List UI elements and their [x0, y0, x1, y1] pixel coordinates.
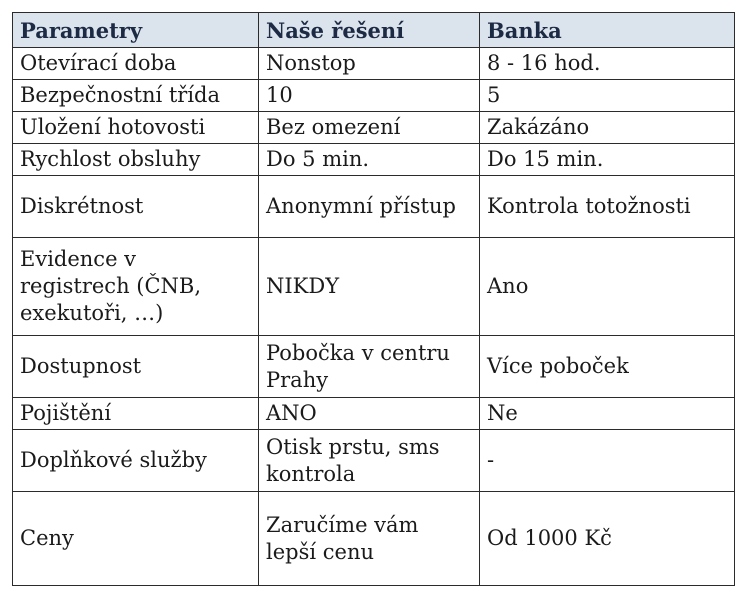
our-value: 10	[259, 80, 480, 112]
header-our-solution: Naše řešení	[259, 13, 480, 48]
our-value: NIKDY	[259, 238, 480, 336]
row-label: Pojištění	[13, 398, 259, 430]
table-row	[13, 144, 735, 176]
our-value: Otisk prstu, sms kontrola	[259, 430, 480, 492]
row-label: Rychlost obsluhy	[13, 144, 259, 176]
table-row	[13, 112, 735, 144]
our-value: Anonymní přístup	[259, 176, 480, 238]
row-label: Bezpečnostní třída	[13, 80, 259, 112]
table-row	[13, 176, 735, 238]
bank-value: Zakázáno	[480, 112, 735, 144]
our-value: Zaručíme vám lepší cenu	[259, 492, 480, 586]
row-label: Ceny	[13, 492, 259, 586]
header-parameters: Parametry	[13, 13, 259, 48]
our-value: Do 5 min.	[259, 144, 480, 176]
bank-value: Kontrola totožnosti	[480, 176, 735, 238]
row-label: Otevírací doba	[13, 48, 259, 80]
our-value: Nonstop	[259, 48, 480, 80]
table-row	[13, 238, 735, 336]
table-row	[13, 398, 735, 430]
row-label: Diskrétnost	[13, 176, 259, 238]
bank-value: 5	[480, 80, 735, 112]
bank-value: Do 15 min.	[480, 144, 735, 176]
row-label: Doplňkové služby	[13, 430, 259, 492]
table-header	[13, 13, 735, 48]
table-row	[13, 80, 735, 112]
our-value: Pobočka v centru Prahy	[259, 336, 480, 398]
bank-value: Ano	[480, 238, 735, 336]
bank-value: Od 1000 Kč	[480, 492, 735, 586]
comparison-table	[12, 12, 735, 586]
row-label: Evidence v registrech (ČNB, exekutoři, …)	[13, 238, 259, 336]
header-row	[13, 13, 735, 48]
row-label: Dostupnost	[13, 336, 259, 398]
our-value: Bez omezení	[259, 112, 480, 144]
table-row	[13, 48, 735, 80]
table-body	[13, 48, 735, 586]
bank-value: Více poboček	[480, 336, 735, 398]
header-bank: Banka	[480, 13, 735, 48]
bank-value: 8 - 16 hod.	[480, 48, 735, 80]
bank-value: -	[480, 430, 735, 492]
table-row	[13, 492, 735, 586]
table-row	[13, 336, 735, 398]
row-label: Uložení hotovosti	[13, 112, 259, 144]
bank-value: Ne	[480, 398, 735, 430]
table-row	[13, 430, 735, 492]
our-value: ANO	[259, 398, 480, 430]
